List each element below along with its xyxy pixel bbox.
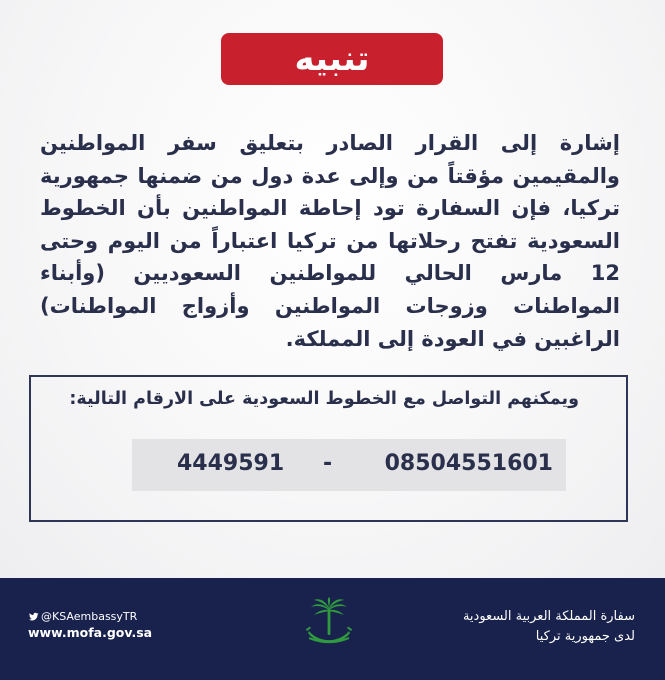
embassy-name [415,607,635,647]
embassy-line-1: سفارة المملكة العربية السعودية [462,609,635,624]
social-handle[interactable] [28,610,137,623]
phone-separator: - [323,451,333,476]
social-handle-text: @KSAembassyTR [41,610,138,623]
announcement-body: إشارة إلى القرار الصادر بتعليق سفر المواطنين والمقيمين مؤقتاً من وإلى عدة دول من ضمنها جمهورية تركيا، فإن السفارة تود إحاطة المواطنين بأن الخطوط السعودية تفتح رحلاتها من تركيا اعتباراً من اليوم وحتى 12 مارس الحالي للمواطنين السعوديين (وأبناء المواطنات وزوجات المواطنين وأزواج المواطنات) الراغبين في العودة إلى المملكة. [40,131,620,351]
twitter-icon [28,611,39,622]
footer [0,578,665,680]
page-title: تنبيه [294,39,370,79]
contact-box [29,375,628,522]
phone-bar [132,439,566,491]
website-link[interactable]: www.mofa.gov.sa [28,625,153,640]
saudi-emblem-icon [303,597,355,649]
title-badge [221,33,443,85]
contact-label: ويمكنهم التواصل مع الخطوط السعودية على الارقام التالية: [69,389,579,409]
phone-number-extension[interactable]: 4449591 [177,451,285,476]
embassy-line-2: لدى جمهورية تركيا [535,629,635,644]
phone-number-main[interactable]: 08504551601 [384,451,553,476]
